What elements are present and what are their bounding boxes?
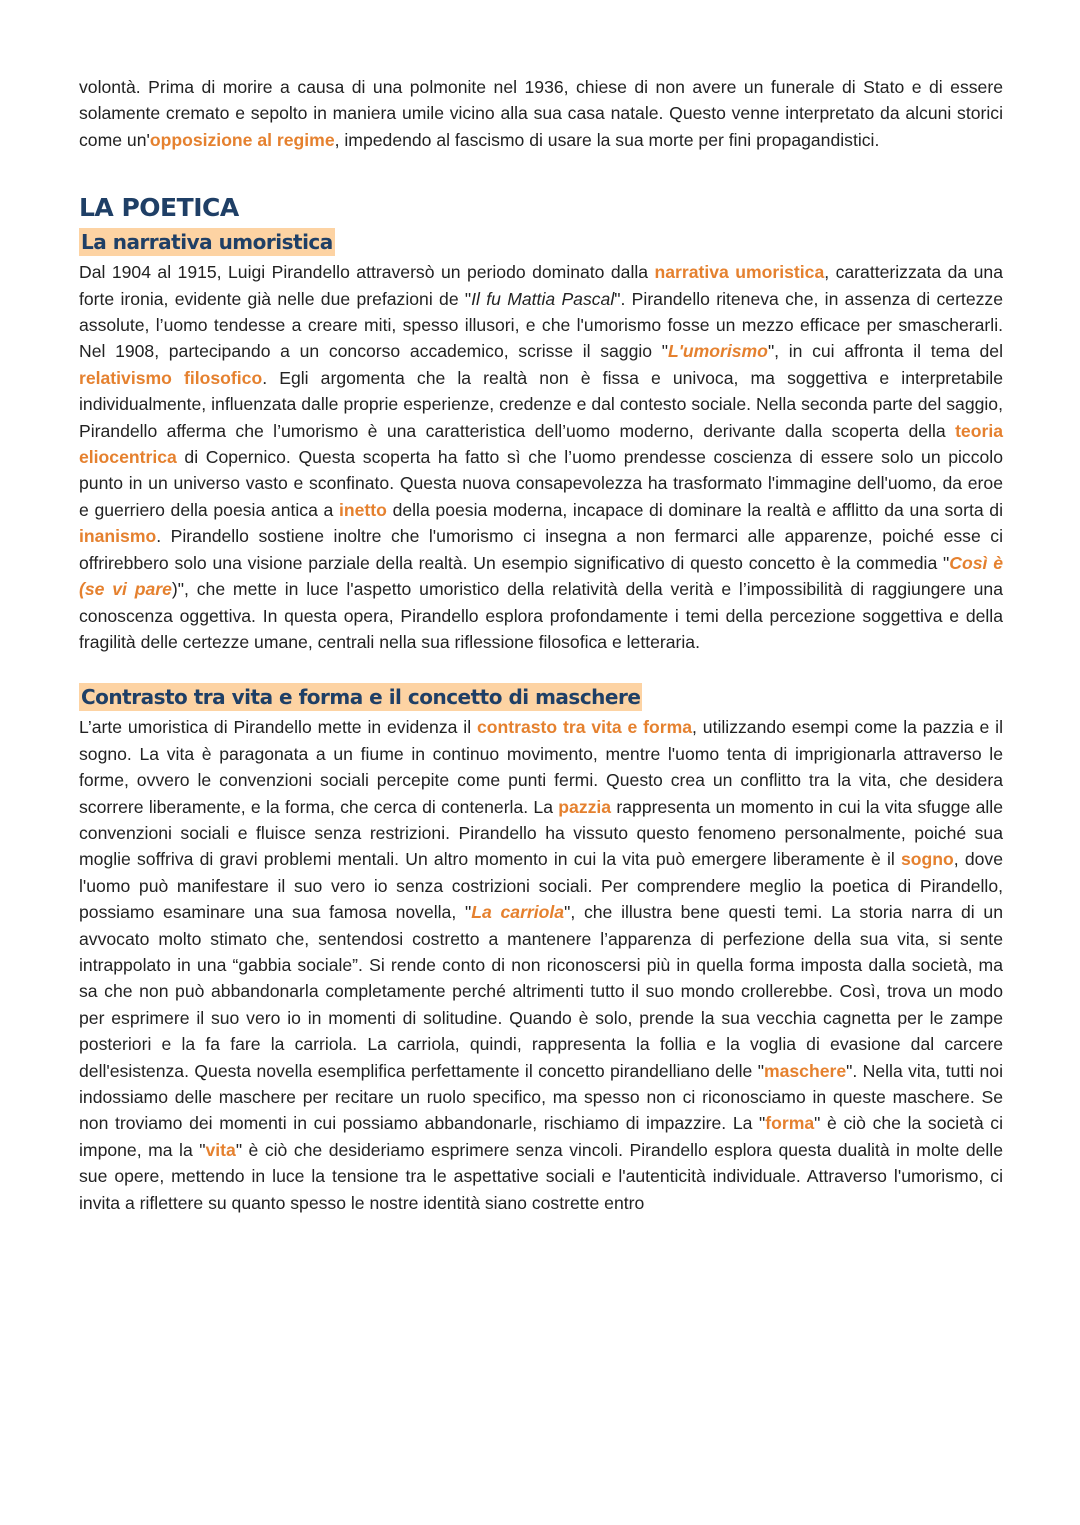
highlight-term: inanismo [79,526,157,547]
highlight-term: narrativa umoristica [654,262,825,283]
intro-paragraph: volontà. Prima di morire a causa di una polmonite nel 1936, chiese di non avere un funerale di Stato e di essere solamente cremato e sepolto in maniera umile vicino alla sua casa natale. Questo venne interpretato da alcuni storici come un'opposizione al regime, impedendo al fascismo di usare la sua morte per fini propagandistici. [79,77,1003,150]
highlight-term: pazzia [558,796,612,817]
highlight-term: forma [765,1113,815,1134]
highlight-term: teoria eliocentrica [79,420,1003,468]
highlight-term: sogno [900,849,954,870]
highlight-term: La carriola [471,902,565,923]
section-title: LA POETICA [79,193,239,223]
highlight-term: vita [205,1139,236,1160]
highlight-term: Così è (se vi pare [79,552,1003,600]
highlight-term: contrasto tra vita e forma [476,717,693,738]
narrativa-paragraph: Dal 1904 al 1915, Luigi Pirandello attraversò un periodo dominato dalla narrativa umoristica, caratterizzata da una forte ironia, evidente già nelle due prefazioni de "Il fu Mattia Pascal". Pirandello riteneva che, in assenza di certezze assolute, l’uomo tendesse a creare miti, spesso illusori, e che l'umorismo fosse un mezzo efficace per smascherarli. Nel 1908, partecipando a un concorso accademico, scrisse il saggio "L'umorismo", in cui affronta il tema del relativismo filosofico. Egli argomenta che la realtà non è fissa e univoca, ma soggettiva e interpretabile individualmente, influenzata dalle proprie esperienze, credenze e dal contesto sociale. Nella seconda parte del saggio, Pirandello afferma che l’umorismo è una caratteristica dell’uomo moderno, derivante dalla scoperta della teoria eliocentrica di Copernico. Questa scoperta ha fatto sì che l’uomo prendesse coscienza di essere solo un piccolo punto in un universo vasto e sconfinato. Questa nuova consapevolezza ha trasformato l'immagine dell'uomo, da eroe e guerriero della poesia antica a inetto della poesia moderna, incapace di dominare la realtà e afflitto da una sorta di inanismo. Pirandello sostiene inoltre che l'umorismo ci insegna a non fermarci alle apparenze, poiché esse ci offrirebbero solo una visione parziale della realtà. Un esempio significativo di questo concetto è la commedia "Così è (se vi pare)", che mette in luce l'aspetto umoristico della relatività della verità e l’impossibilità di raggiungere una conoscenza oggettiva. In questa opera, Pirandello esplora profondamente i temi della percezione soggettiva e della fragilità delle certezze umane, centrali nella sua riflessione filosofica e letteraria. [79,262,1003,652]
highlight-term: inetto [339,499,387,520]
highlight-term: relativismo filosofico [79,367,263,388]
highlight-term: maschere [763,1060,847,1081]
subsection-title-contrasto: Contrasto tra vita e forma e il concetto di maschere [81,685,641,710]
contrasto-paragraph: L’arte umoristica di Pirandello mette in evidenza il contrasto tra vita e forma, utilizzando esempi come la pazzia e il sogno. La vita è paragonata a un fiume in continuo movimento, mentre l'uomo tenta di imprigionarla attraverso le forme, ovvero le convenzioni sociali percepite come punti fermi. Questo crea un conflitto tra la vita, che desidera scorrere liberamente, e la forma, che cerca di contenerla. La pazzia rappresenta un momento in cui la vita sfugge alle convenzioni sociali e fluisce senza restrizioni. Pirandello ha vissuto questo fenomeno personalmente, poiché sua moglie soffriva di gravi problemi mentali. Un altro momento in cui la vita può emergere liberamente è il sogno, dove l'uomo può manifestare il suo vero io senza costrizioni sociali. Per comprendere meglio la poetica di Pirandello, possiamo esaminare una sua famosa novella, "La carriola", che illustra bene questi temi. La storia narra di un avvocato molto stimato che, sentendosi costretto a mantenere l’apparenza di perfezione della sua vita, si sente intrappolato in una “gabbia sociale”. Si rende conto di non riconoscersi più in quella forma imposta dalla società, ma sa che non può abbandonarla completamente perché altrimenti tutto il suo mondo crollerebbe. Così, trova un modo per esprimere il suo vero io in momenti di solitudine. Quando è solo, prende la sua vecchia cagnetta per le zampe posteriori e la fa fare la carriola. La carriola, quindi, rappresenta la follia e la voglia di evasione dal carcere dell'esistenza. Questa novella esemplifica perfettamente il concetto pirandelliano delle "maschere". Nella vita, tutti noi indossiamo delle maschere per recitare un ruolo specifico, ma spesso non ci riconosciamo in queste maschere. Se non troviamo dei momenti in cui possiamo abbandonarle, rischiamo di impazzire. La "forma" è ciò che la società ci impone, ma la "vita" è ciò che desideriamo esprimere senza vincoli. Pirandello esplora questa dualità in molte delle sue opere, mettendo in luce la tensione tra le aspettative sociali e l'autenticità individuale. Attraverso l'umorismo, ci invita a riflettere su quanto spesso le nostre identità siano costrette entro [79,717,1004,1213]
document-page [79,74,1003,1216]
highlight-term: opposizione al regime [149,129,335,150]
subsection-title-narrativa: La narrativa umoristica [81,230,333,255]
italic-title: Il fu Mattia Pascal [471,288,615,309]
highlight-term: L'umorismo [667,341,768,362]
